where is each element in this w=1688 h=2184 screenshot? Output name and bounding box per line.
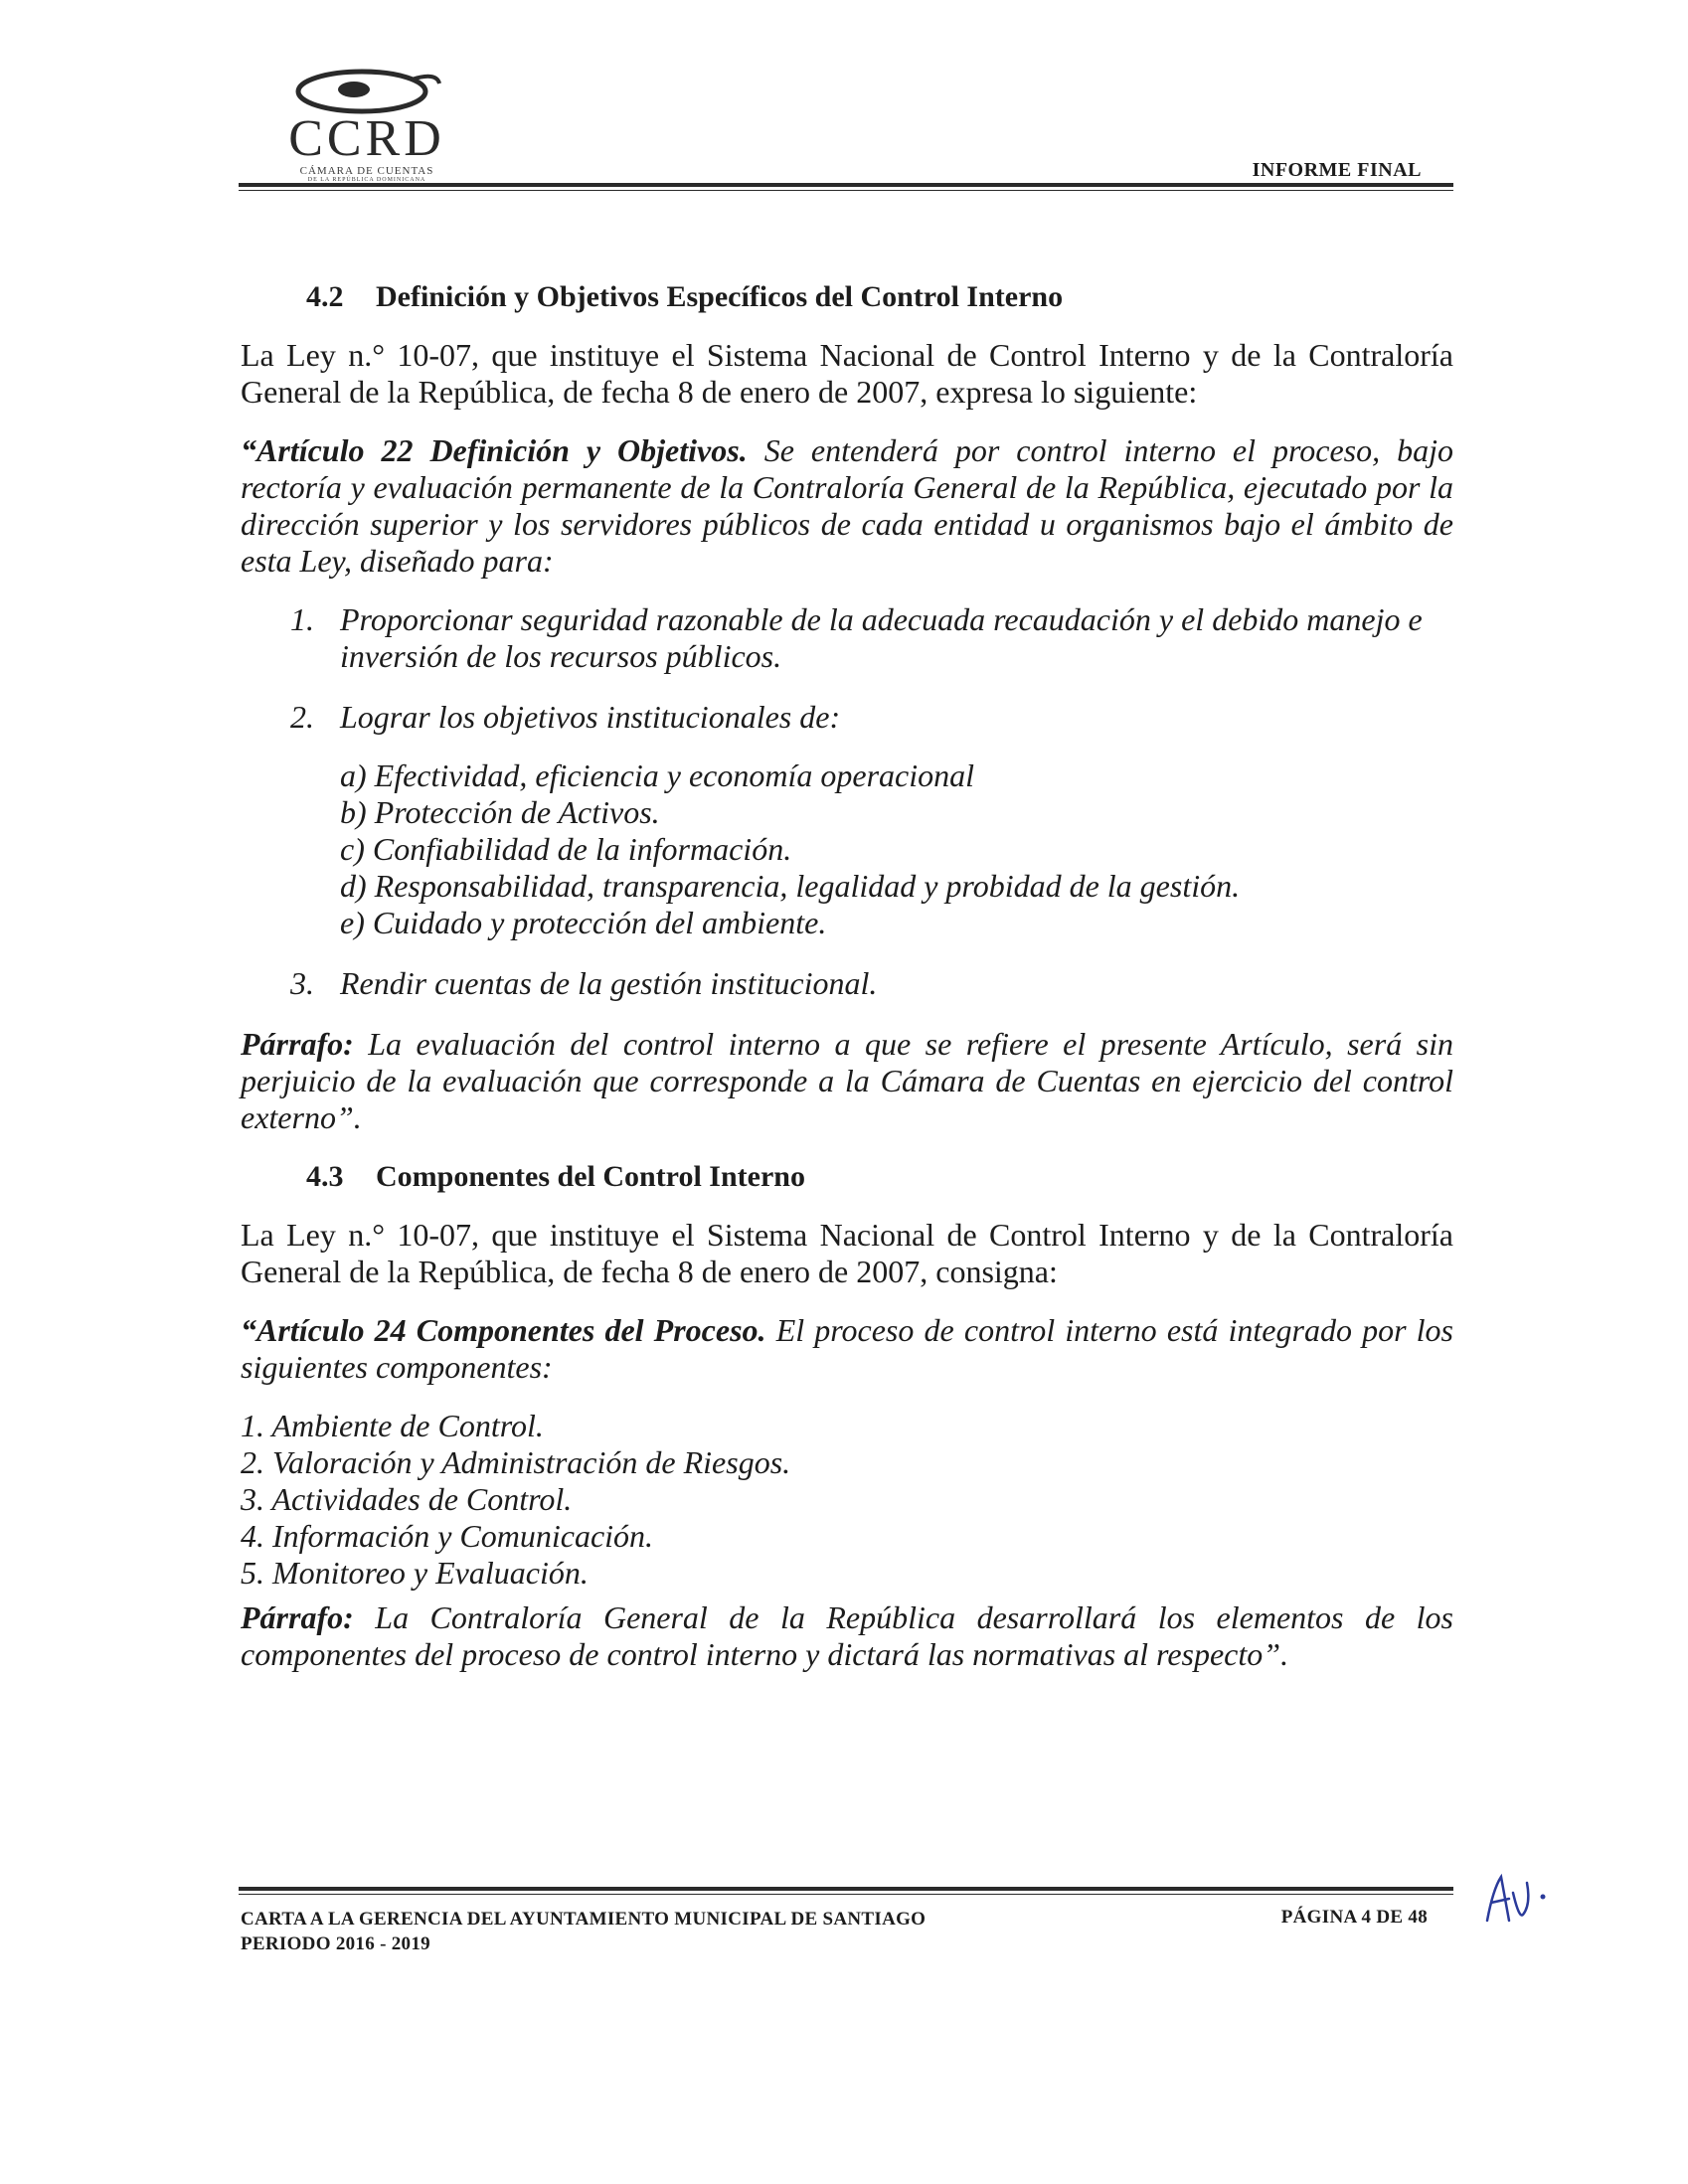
article-24-text: El proceso de control interno está integrado por los siguientes componentes: [241,1312,1454,1385]
section-4-3-heading [306,1158,1453,1195]
sub-list-item: e) Cuidado y protección del ambiente. [340,905,827,940]
document-body [241,278,1453,1695]
footer-rule-thin [239,1894,1453,1895]
objectives-list [241,601,1453,1002]
list-marker: 1. [290,601,314,637]
section-title: Componentes del Control Interno [376,1160,805,1193]
list-item [241,601,1453,675]
paragraph-text: La evaluación del control interno a que se refiere el presente Artículo, será sin perjuicio de la evaluación que corresponde a la Cámara de Cuentas en ejercicio del control externo”. [241,1026,1454,1135]
logo-emblem-icon [292,62,441,117]
list-item: 3. Actividades de Control. [241,1481,573,1517]
list-item: 1. Ambiente de Control. [241,1408,544,1443]
list-marker: 3. [290,965,314,1001]
institutional-objectives-list [340,757,1453,941]
article-22-lead: “Artículo 22 Definición y Objetivos. [241,432,748,468]
sub-list-item: c) Confiabilidad de la información. [340,831,792,867]
article-24-lead: “Artículo 24 Componentes del Proceso. [241,1312,766,1348]
section-title: Definición y Objetivos Específicos del Control Interno [376,280,1064,313]
section-4-2-heading [306,278,1453,315]
header-rule-thick [239,183,1453,187]
paragraph-label: Párrafo: [241,1599,354,1635]
section-number: 4.2 [306,280,344,313]
list-item-text: Lograr los objetivos institucionales de: [340,699,841,735]
footer-title [241,1907,926,1956]
handwritten-initials-icon [1479,1869,1559,1938]
article-22-text: Se entenderá por control interno el proceso, bajo rectoría y evaluación permanente de la Contraloría General de la República, ejecutado por la dirección superior y los servidores públicos de cada entidad u organismos bajo el ámbito de esta Ley, diseñado para: [241,432,1454,579]
report-label: INFORME FINAL [1252,159,1422,181]
list-item-text: Proporcionar seguridad razonable de la adecuada recaudación y el debido manejo e inversión de los recursos públicos. [340,601,1423,674]
section-4-3-paragraph [241,1599,1453,1673]
article-24-quote [241,1312,1453,1386]
sub-list-item: a) Efectividad, eficiencia y economía operacional [340,757,974,793]
list-item [241,699,1453,941]
list-item [241,965,1453,1002]
logo-subtitle-2: DE LA REPÚBLICA DOMINICANA [307,177,426,183]
footer-line-2: PERIODO 2016 - 2019 [241,1933,430,1954]
section-number: 4.3 [306,1160,344,1193]
ccrd-logo [253,62,481,183]
section-4-3-intro: La Ley n.° 10-07, que instituye el Sistema Nacional de Control Interno y de la Contraloría General de la República, de fecha 8 de enero de 2007, consigna: [241,1217,1453,1289]
section-4-2-paragraph [241,1026,1453,1136]
components-list [241,1408,1453,1592]
list-item-text: Rendir cuentas de la gestión institucional. [340,965,878,1001]
footer-rule-thick [239,1887,1453,1891]
logo-subtitle-1: CÁMARA DE CUENTAS [299,165,434,177]
footer-line-1: CARTA A LA GERENCIA DEL AYUNTAMIENTO MUNICIPAL DE SANTIAGO [241,1909,927,1930]
section-4-2-intro: La Ley n.° 10-07, que instituye el Sistema Nacional de Control Interno y de la Contraloría General de la República, de fecha 8 de enero de 2007, expresa lo siguiente: [241,337,1453,410]
list-item: 4. Información y Comunicación. [241,1518,654,1554]
page-number: PÁGINA 4 DE 48 [1280,1907,1428,1928]
paragraph-text: La Contraloría General de la República desarrollará los elementos de los componentes del proceso de control interno y dictará las normativas al respecto”. [241,1599,1454,1672]
list-item: 2. Valoración y Administración de Riesgos. [241,1444,791,1480]
sub-list-item: d) Responsabilidad, transparencia, legalidad y probidad de la gestión. [340,868,1241,904]
logo-initials: CCRD [288,110,445,167]
list-marker: 2. [290,699,314,735]
paragraph-label: Párrafo: [241,1026,354,1062]
list-item: 5. Monitoreo y Evaluación. [241,1555,589,1591]
header-rule-thin [239,190,1453,191]
sub-list-item: b) Protección de Activos. [340,794,660,830]
article-22-quote [241,432,1453,580]
